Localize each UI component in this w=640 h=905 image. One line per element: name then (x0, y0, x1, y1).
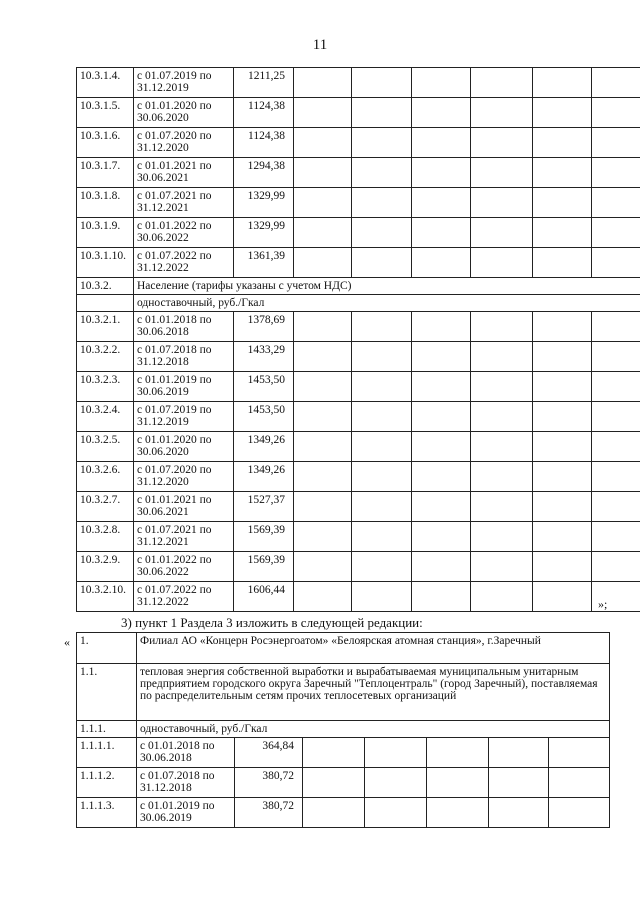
empty-cell (412, 402, 471, 432)
empty-cell (471, 522, 533, 552)
empty-cell (294, 312, 352, 342)
table-row (77, 158, 640, 188)
empty-cell (412, 582, 471, 612)
table-row (77, 492, 640, 522)
empty-cell (592, 372, 640, 402)
empty-cell (471, 552, 533, 582)
empty-cell (533, 158, 592, 188)
empty-cell (412, 98, 471, 128)
empty-cell (294, 68, 352, 98)
row-period: с 01.07.2020 по 31.12.2020 (134, 128, 234, 158)
empty-cell (294, 128, 352, 158)
empty-cell (592, 552, 640, 582)
empty-cell (427, 798, 489, 828)
row-tariff-value: 1361,39 (234, 248, 294, 278)
empty-cell (427, 738, 489, 768)
empty-cell (471, 248, 533, 278)
empty-cell (352, 522, 412, 552)
row-period: с 01.07.2021 по 31.12.2021 (134, 522, 234, 552)
empty-cell (592, 342, 640, 372)
subsection-title: одноставочный, руб./Гкал (134, 295, 640, 312)
row-number: 10.3.1.10. (77, 248, 134, 278)
empty-cell (533, 342, 592, 372)
empty-cell (592, 188, 640, 218)
table-row (77, 798, 610, 828)
row-period: с 01.01.2018 по 30.06.2018 (134, 312, 234, 342)
empty-cell (294, 158, 352, 188)
empty-cell (533, 402, 592, 432)
opening-quote-mark: « (64, 635, 70, 649)
empty-cell (412, 522, 471, 552)
empty-cell (592, 462, 640, 492)
row-tariff-value: 380,72 (235, 768, 303, 798)
empty-cell (303, 798, 365, 828)
section-title: одноставочный, руб./Гкал (137, 721, 610, 738)
row-number: 10.3.1.8. (77, 188, 134, 218)
section-row-population (77, 278, 640, 295)
empty-cell (592, 128, 640, 158)
empty-cell (294, 462, 352, 492)
row-tariff-value: 1453,50 (234, 402, 294, 432)
empty-cell (592, 492, 640, 522)
section-number: 1.1. (77, 664, 137, 721)
empty-cell (303, 768, 365, 798)
row-period: с 01.01.2019 по 30.06.2019 (137, 798, 235, 828)
empty-cell (471, 432, 533, 462)
empty-cell (592, 158, 640, 188)
empty-cell (294, 402, 352, 432)
row-period: с 01.07.2022 по 31.12.2022 (134, 582, 234, 612)
empty-cell (592, 312, 640, 342)
empty-cell (294, 248, 352, 278)
empty-cell (533, 492, 592, 522)
empty-cell (471, 462, 533, 492)
empty-cell (533, 128, 592, 158)
empty-cell (592, 248, 640, 278)
row-number: 10.3.2.8. (77, 522, 134, 552)
empty-cell (352, 462, 412, 492)
row-tariff-value: 1349,26 (234, 462, 294, 492)
empty-cell (294, 522, 352, 552)
row-tariff-value: 1378,69 (234, 312, 294, 342)
row-number: 10.3.1.4. (77, 68, 134, 98)
row-number: 10.3.2.3. (77, 372, 134, 402)
row-period: с 01.01.2022 по 30.06.2022 (134, 552, 234, 582)
row-period: с 01.07.2020 по 31.12.2020 (134, 462, 234, 492)
empty-cell (294, 98, 352, 128)
table-row (77, 218, 640, 248)
empty-cell (352, 68, 412, 98)
empty-cell (303, 738, 365, 768)
row-period: с 01.07.2019 по 31.12.2019 (134, 68, 234, 98)
empty-cell (471, 372, 533, 402)
empty-cell (533, 462, 592, 492)
empty-cell (471, 342, 533, 372)
table-row (77, 312, 640, 342)
tariff-table-continued (76, 67, 640, 612)
empty-cell (352, 188, 412, 218)
empty-cell (294, 432, 352, 462)
row-tariff-value: 1527,37 (234, 492, 294, 522)
empty-cell (427, 768, 489, 798)
empty-cell (365, 768, 427, 798)
row-period: с 01.01.2020 по 30.06.2020 (134, 98, 234, 128)
empty-cell (533, 522, 592, 552)
empty-cell (352, 402, 412, 432)
row-number: 10.3.2.1. (77, 312, 134, 342)
row-number: 10.3.1.7. (77, 158, 134, 188)
row-period: с 01.01.2020 по 30.06.2020 (134, 432, 234, 462)
table-row (77, 738, 610, 768)
row-tariff-value: 1433,29 (234, 342, 294, 372)
empty-cell (412, 68, 471, 98)
empty-cell (412, 158, 471, 188)
empty-cell (352, 312, 412, 342)
empty-cell (352, 128, 412, 158)
empty-cell (592, 402, 640, 432)
section-number: 1. (77, 633, 137, 664)
row-period: с 01.07.2018 по 31.12.2018 (137, 768, 235, 798)
row-tariff-value: 380,72 (235, 798, 303, 828)
table-row (77, 582, 640, 612)
empty-cell (352, 372, 412, 402)
empty-cell (533, 68, 592, 98)
row-tariff-value: 1124,38 (234, 128, 294, 158)
empty-cell (533, 552, 592, 582)
empty-cell (352, 342, 412, 372)
table-row (77, 128, 640, 158)
row-tariff-value: 1453,50 (234, 372, 294, 402)
empty-cell (549, 738, 610, 768)
row-number: 10.3.2.6. (77, 462, 134, 492)
empty-cell (365, 738, 427, 768)
empty-cell (294, 218, 352, 248)
row-tariff-value: 1124,38 (234, 98, 294, 128)
row-number: 10.3.1.9. (77, 218, 134, 248)
empty-cell (592, 218, 640, 248)
row-period: с 01.07.2019 по 31.12.2019 (134, 402, 234, 432)
row-number: 10.3.2.2. (77, 342, 134, 372)
row-number: 10.3.2.7. (77, 492, 134, 522)
empty-cell (489, 798, 549, 828)
empty-cell (294, 582, 352, 612)
table-row (77, 768, 610, 798)
empty-cell (533, 582, 592, 612)
row-tariff-value: 1329,99 (234, 188, 294, 218)
table-row (77, 432, 640, 462)
table-row (77, 68, 640, 98)
empty-cell (352, 432, 412, 462)
row-period: с 01.01.2022 по 30.06.2022 (134, 218, 234, 248)
empty-cell (412, 462, 471, 492)
empty-cell (294, 342, 352, 372)
empty-cell (489, 738, 549, 768)
empty-cell (471, 492, 533, 522)
empty-cell (412, 128, 471, 158)
row-number: 1.1.1.3. (77, 798, 137, 828)
row-tariff-value: 1294,38 (234, 158, 294, 188)
empty-cell (412, 248, 471, 278)
row-tariff-value: 1329,99 (234, 218, 294, 248)
empty-cell (549, 768, 610, 798)
empty-cell (352, 248, 412, 278)
row-tariff-value: 1569,39 (234, 522, 294, 552)
section-title: Население (тарифы указаны с учетом НДС) (134, 278, 640, 295)
table-row (77, 522, 640, 552)
table-row (77, 188, 640, 218)
table-row (77, 372, 640, 402)
section-number: 1.1.1. (77, 721, 137, 738)
empty-cell (365, 798, 427, 828)
row-period: с 01.01.2019 по 30.06.2019 (134, 372, 234, 402)
empty-cell (533, 432, 592, 462)
row-number: 10.3.2.4. (77, 402, 134, 432)
table-row (77, 402, 640, 432)
empty-cell (471, 402, 533, 432)
empty-cell (352, 492, 412, 522)
empty-cell (77, 295, 134, 312)
empty-cell (592, 98, 640, 128)
section-title: тепловая энергия собственной выработки и вырабатываемая муниципальным унитарным предприятием городского округа Заречный "Теплоцентраль" (город Заречный), поставляемая по распределительным сетям прочих теплосетевых организаций (137, 664, 610, 721)
empty-cell (412, 188, 471, 218)
empty-cell (471, 128, 533, 158)
row-period: с 01.01.2018 по 30.06.2018 (137, 738, 235, 768)
empty-cell (533, 312, 592, 342)
empty-cell (352, 218, 412, 248)
row-period: с 01.07.2022 по 31.12.2022 (134, 248, 234, 278)
row-tariff-value: 1211,25 (234, 68, 294, 98)
row-number: 10.3.2.10. (77, 582, 134, 612)
empty-cell (592, 68, 640, 98)
row-number: 10.3.1.6. (77, 128, 134, 158)
empty-cell (533, 188, 592, 218)
empty-cell (592, 432, 640, 462)
empty-cell (471, 218, 533, 248)
section-number: 10.3.2. (77, 278, 134, 295)
subsection-row (77, 295, 640, 312)
empty-cell (352, 98, 412, 128)
row-number: 10.3.2.9. (77, 552, 134, 582)
empty-cell (412, 372, 471, 402)
row-period: с 01.01.2021 по 30.06.2021 (134, 492, 234, 522)
page-number: 11 (312, 37, 328, 53)
empty-cell (412, 432, 471, 462)
empty-cell (533, 372, 592, 402)
row-tariff-value: 1349,26 (234, 432, 294, 462)
empty-cell (549, 798, 610, 828)
empty-cell (471, 68, 533, 98)
row-tariff-value: 1569,39 (234, 552, 294, 582)
empty-cell (592, 522, 640, 552)
section-row-single-rate (77, 721, 610, 738)
empty-cell (352, 582, 412, 612)
row-tariff-value: 1606,44 (234, 582, 294, 612)
row-period: с 01.07.2021 по 31.12.2021 (134, 188, 234, 218)
row-tariff-value: 364,84 (235, 738, 303, 768)
row-number: 1.1.1.1. (77, 738, 137, 768)
empty-cell (412, 492, 471, 522)
empty-cell (471, 98, 533, 128)
empty-cell (352, 552, 412, 582)
table-row (77, 248, 640, 278)
row-period: с 01.01.2021 по 30.06.2021 (134, 158, 234, 188)
row-number: 1.1.1.2. (77, 768, 137, 798)
empty-cell (294, 552, 352, 582)
empty-cell (489, 768, 549, 798)
row-period: с 01.07.2018 по 31.12.2018 (134, 342, 234, 372)
empty-cell (412, 552, 471, 582)
empty-cell (471, 158, 533, 188)
row-number: 10.3.1.5. (77, 98, 134, 128)
table-row (77, 552, 640, 582)
empty-cell (294, 372, 352, 402)
closing-quote-mark: »; (598, 597, 608, 611)
empty-cell (352, 158, 412, 188)
empty-cell (412, 312, 471, 342)
table-row (77, 98, 640, 128)
empty-cell (412, 342, 471, 372)
section-row-heat-energy (77, 664, 610, 721)
empty-cell (471, 312, 533, 342)
empty-cell (412, 218, 471, 248)
empty-cell (533, 248, 592, 278)
empty-cell (471, 188, 533, 218)
tariff-table-section-3 (76, 632, 610, 828)
empty-cell (533, 98, 592, 128)
empty-cell (471, 582, 533, 612)
empty-cell (533, 218, 592, 248)
section-title: Филиал АО «Концерн Росэнергоатом» «Белоярская атомная станция», г.Заречный (137, 633, 610, 664)
table-row (77, 342, 640, 372)
empty-cell (294, 492, 352, 522)
row-number: 10.3.2.5. (77, 432, 134, 462)
empty-cell (294, 188, 352, 218)
amendment-item-3: 3) пункт 1 Раздела 3 изложить в следующей редакции: (121, 615, 423, 630)
section-row-branch (77, 633, 610, 664)
table-row (77, 462, 640, 492)
